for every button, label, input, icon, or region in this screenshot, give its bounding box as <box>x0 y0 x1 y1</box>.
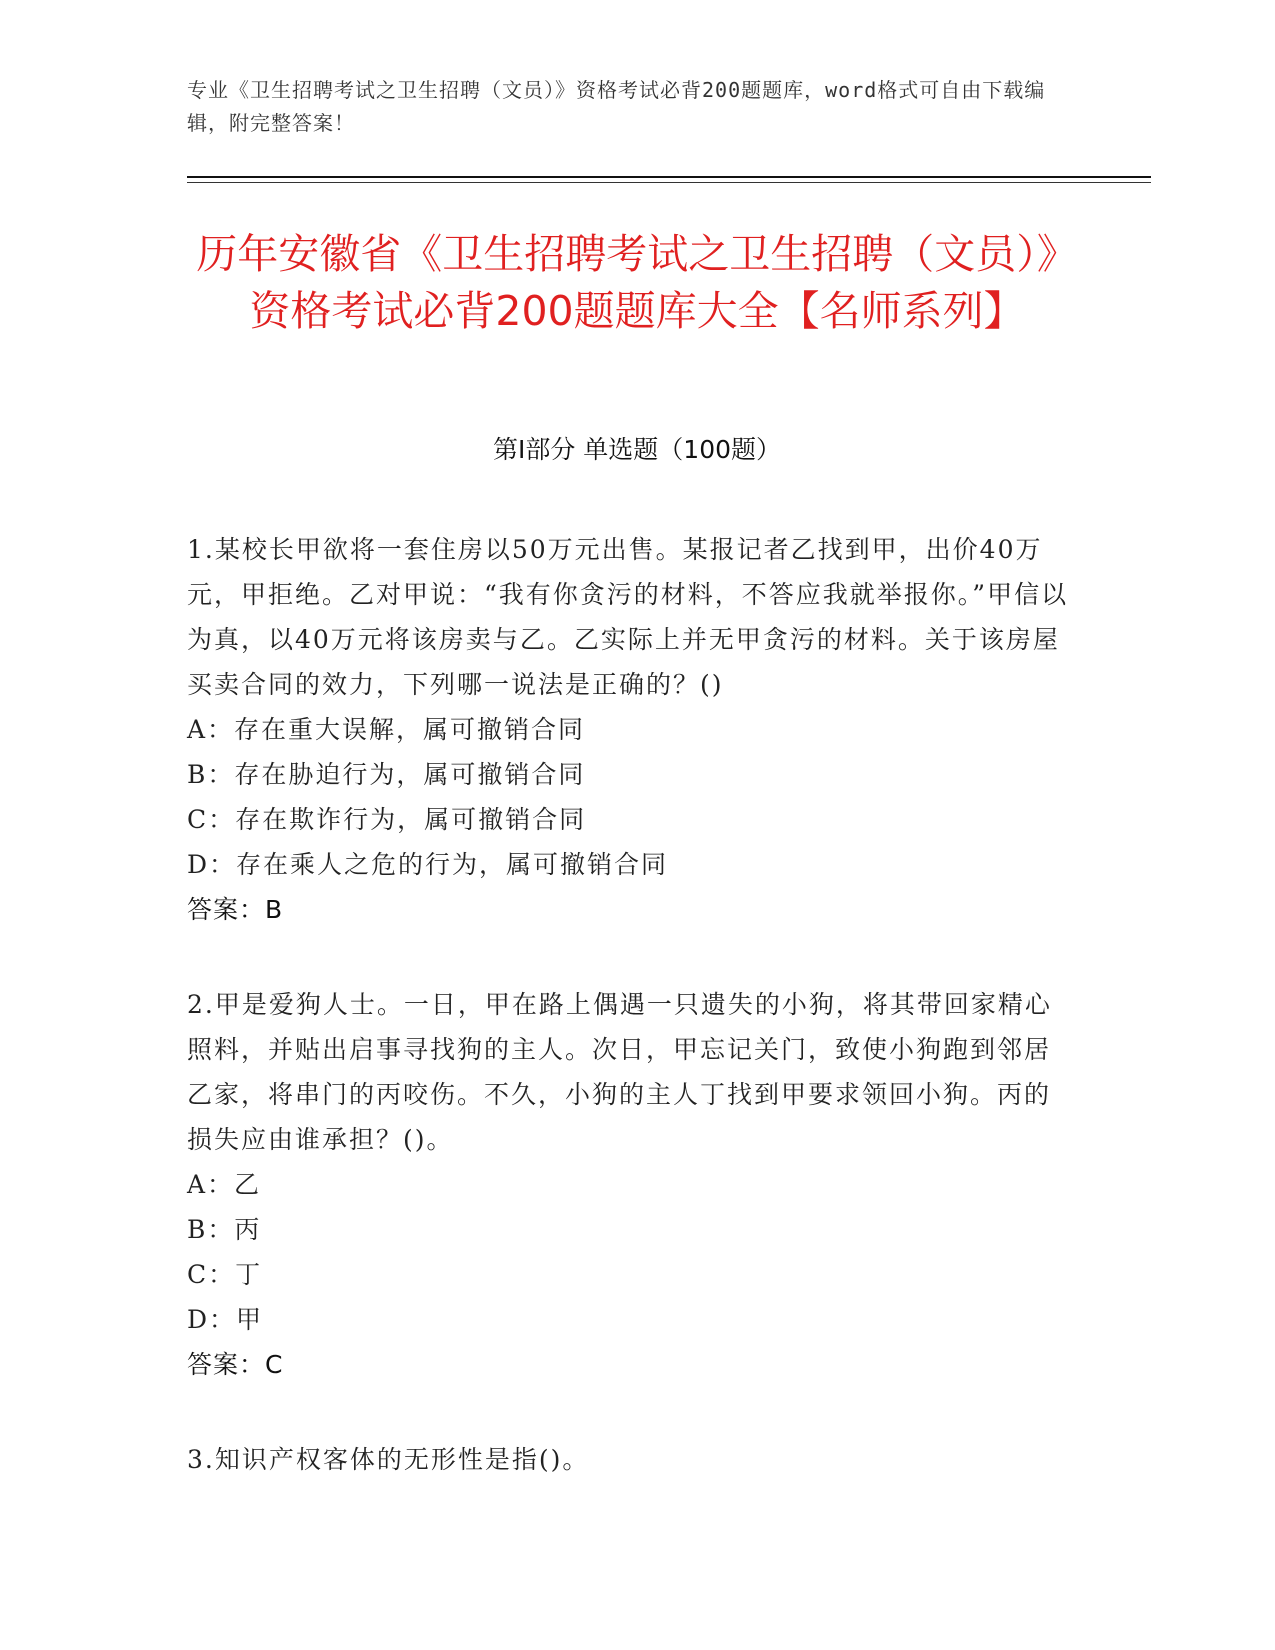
question-2 <box>187 982 1077 1387</box>
section-title: 第Ⅰ部分 单选题（100题） <box>492 435 782 464</box>
option-d: D：甲 <box>187 1305 264 1334</box>
document-title: 历年安徽省《卫生招聘考试之卫生招聘（文员）》资格考试必背200题题库大全【名师系列】 <box>196 230 1078 335</box>
option-c: C：存在欺诈行为，属可撤销合同 <box>187 805 587 834</box>
option-b: B：存在胁迫行为，属可撤销合同 <box>187 760 586 789</box>
header-divider-thick <box>187 176 1151 178</box>
header-divider-thin <box>187 182 1151 183</box>
option-d: D：存在乘人之危的行为，属可撤销合同 <box>187 850 669 879</box>
question-stem: 2.甲是爱狗人士。一日，甲在路上偶遇一只遗失的小狗，将其带回家精心照料，并贴出启事寻找狗的主人。次日，甲忘记关门，致使小狗跑到邻居乙家，将串门的丙咬伤。不久，小狗的主人丁找到甲要求领回小狗。丙的损失应由谁承担？()。 <box>187 990 1052 1154</box>
option-a: A：存在重大误解，属可撤销合同 <box>187 715 586 744</box>
question-stem: 3.知识产权客体的无形性是指()。 <box>187 1445 590 1474</box>
question-stem: 1.某校长甲欲将一套住房以50万元出售。某报记者乙找到甲，出价40万元，甲拒绝。乙对甲说：“我有你贪污的材料，不答应我就举报你。”甲信以为真，以40万元将该房卖与乙。乙实际上并无甲贪污的材料。关于该房屋买卖合同的效力，下列哪一说法是正确的？() <box>187 535 1069 699</box>
question-1 <box>187 527 1077 932</box>
header-note: 专业《卫生招聘考试之卫生招聘（文员）》资格考试必背200题题库，word格式可自由下载编辑，附完整答案！ <box>187 78 1046 135</box>
option-b: B：丙 <box>187 1215 262 1244</box>
option-c: C：丁 <box>187 1260 263 1289</box>
option-a: A：乙 <box>187 1170 262 1199</box>
question-3 <box>187 1437 1077 1482</box>
answer: 答案：B <box>187 895 284 924</box>
answer: 答案：C <box>187 1350 284 1379</box>
